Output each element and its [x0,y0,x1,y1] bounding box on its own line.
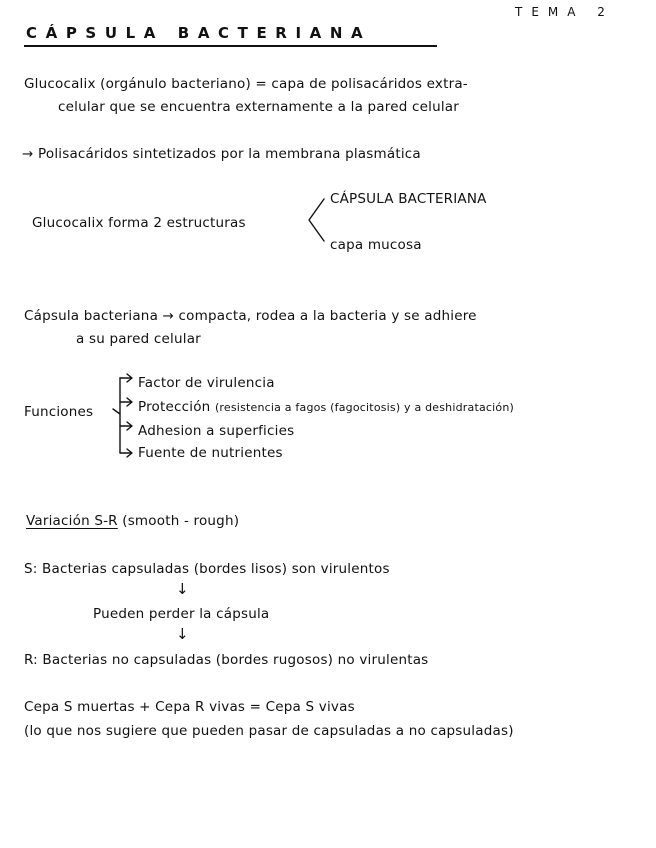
title-underline [24,45,437,47]
capsula-line2: a su pared celular [76,331,201,347]
r-line: R: Bacterias no capsuladas (bordes rugosos) no virulentas [24,652,429,668]
tema-label: TEMA 2 [515,5,614,19]
capsula-line1: Cápsula bacteriana → compacta, rodea a la bacteria y se adhiere [24,308,477,324]
variacion-heading [26,515,239,529]
funcion-item-nutrientes: Fuente de nutrientes [138,445,283,461]
down-arrow-icon: ↓ [176,580,189,598]
proteccion-label: Protección [138,399,211,415]
cepa-experiment: Cepa S muertas + Cepa R vivas = Cepa S vivas [24,699,355,715]
estructura-capsula: CÁPSULA BACTERIANA [330,191,487,207]
proteccion-detail: (resistencia a fagos (fagocitosis) y a deshidratación) [214,401,514,414]
down-arrow-icon: ↓ [176,625,189,643]
funcion-item-proteccion [138,401,514,415]
variacion-note: (smooth - rough) [122,513,240,529]
polisacaridos-note: → Polisacáridos sintetizados por la membrana plasmática [22,146,421,162]
conclusion-text: (lo que nos sugiere que pueden pasar de capsuladas a no capsuladas) [24,723,514,739]
page-title: CÁPSULA BACTERIANA [26,24,372,42]
glucocalix-definition-line1: Glucocalix (orgánulo bacteriano) = capa de polisacáridos extra- [24,76,468,92]
estructuras-bracket [304,196,328,246]
estructura-capa-mucosa: capa mucosa [330,237,422,253]
variacion-title: Variación S-R [26,513,118,529]
glucocalix-definition-line2: celular que se encuentra externamente a la pared celular [58,99,460,115]
funcion-item-virulencia: Factor de virulencia [138,375,275,391]
funcion-item-adhesion: Adhesion a superficies [138,423,295,439]
s-line: S: Bacterias capsuladas (bordes lisos) son virulentos [24,561,390,577]
funciones-bracket [106,372,136,462]
pueden-perder-text: Pueden perder la cápsula [93,606,270,622]
funciones-label: Funciones [24,404,94,420]
glucocalix-forma-label: Glucocalix forma 2 estructuras [32,215,246,231]
